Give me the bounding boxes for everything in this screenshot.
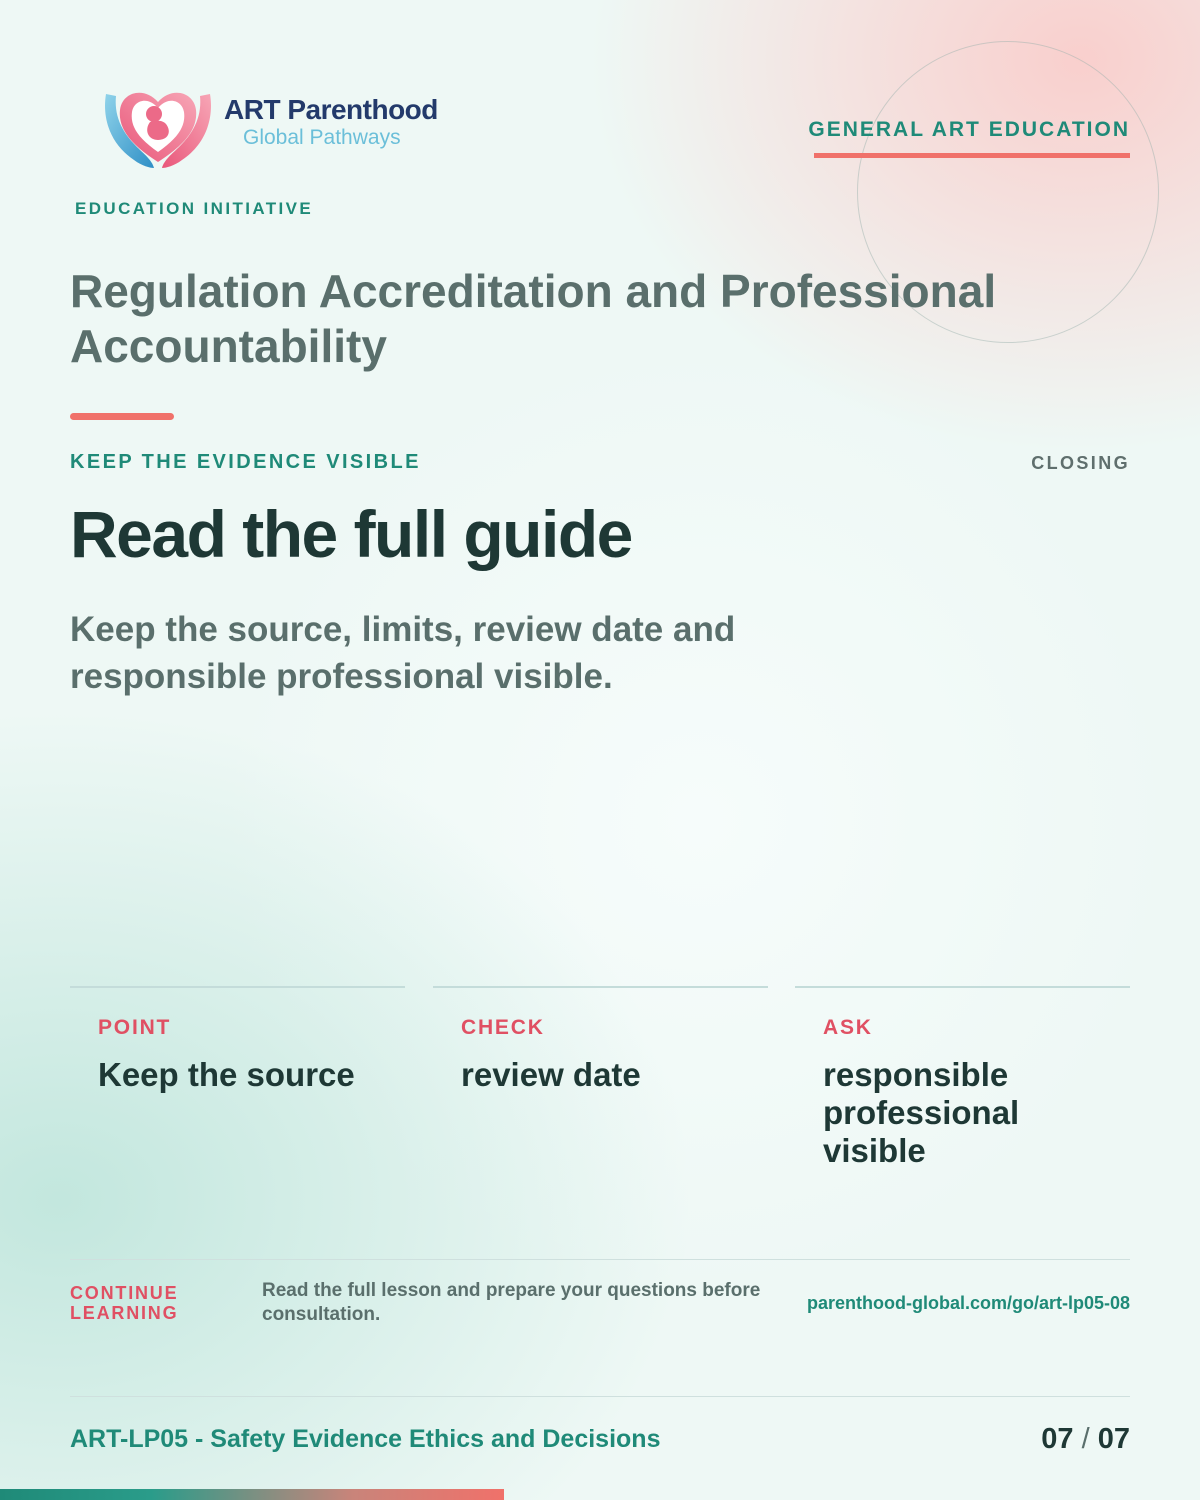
- card-text: review date: [461, 1056, 641, 1093]
- card-text: Keep the source: [98, 1056, 355, 1093]
- card-text: responsible professional visible: [823, 1056, 1020, 1169]
- section-eyebrow: KEEP THE EVIDENCE VISIBLE: [70, 451, 421, 473]
- initiative-label: EDUCATION INITIATIVE: [75, 199, 314, 218]
- category-label: GENERAL ART EDUCATION: [808, 118, 1130, 141]
- page-counter: [1041, 1423, 1130, 1456]
- divider: [70, 1396, 1130, 1397]
- brand-subtitle: Global Pathways: [243, 126, 401, 149]
- guide-link[interactable]: parenthood-global.com/go/art-lp05-08: [806, 1293, 1130, 1313]
- card-label: ASK: [823, 1016, 873, 1039]
- continue-note: Read the full lesson and prepare your questions before consultation.: [262, 1280, 761, 1325]
- brand-name: ART Parenthood: [224, 94, 438, 125]
- continue-learning-label: CONTINUE LEARNING: [70, 1283, 179, 1323]
- divider: [70, 1259, 1130, 1260]
- card-label: CHECK: [461, 1016, 545, 1039]
- lesson-code: ART-LP05 - Safety Evidence Ethics and Decisions: [70, 1425, 661, 1453]
- module-title: Regulation Accreditation and Professional Accountability: [70, 265, 997, 372]
- section-summary: Keep the source, limits, review date and responsible professional visible.: [70, 610, 736, 696]
- progress-fill: [0, 1489, 504, 1500]
- hands-heart-baby-icon: [100, 74, 216, 174]
- page-current: 07: [1041, 1423, 1074, 1455]
- accent-divider: [70, 413, 174, 420]
- section-tag: CLOSING: [1031, 453, 1130, 473]
- page-headline: Read the full guide: [70, 497, 632, 571]
- page-total: 07: [1097, 1423, 1130, 1455]
- card-check: [433, 986, 768, 1208]
- page-separator: /: [1081, 1423, 1090, 1455]
- category-underline: [814, 153, 1130, 158]
- card-point: [70, 986, 405, 1208]
- card-label: POINT: [98, 1016, 172, 1039]
- card-ask: [795, 986, 1130, 1208]
